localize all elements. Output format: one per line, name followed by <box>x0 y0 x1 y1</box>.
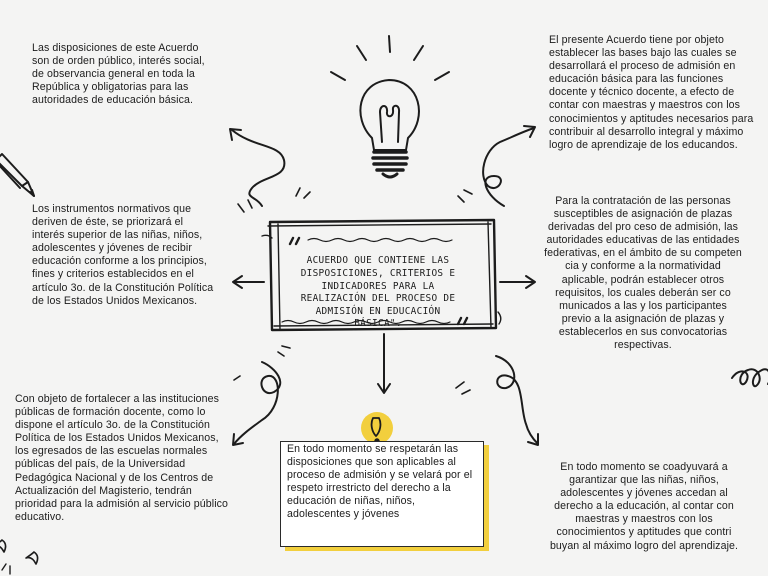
sparkle-doodle-icon <box>0 540 38 574</box>
node-middle-right: Para la contratación de las personas susceptibles de asignación de plazas derivadas del pro ceso de admisión, las autoridades educativas de las entidades federativas, en el ámbito de su competen cia y conforme a la normatividad aplicable, podrán establecer otros requisitos, los cuales deberán ser co municados a las y los participantes previo a la asignación de plazas y establecerlos en sus convocatorias respectivas. <box>544 195 742 352</box>
node-bottom-right: En todo momento se coadyuvará a garantizar que las niñas, niños, adolescentes y jóvenes accedan al derecho a la educación, al contar con maestras y maestros con los conocimientos y aptitudes que contri buyan al máximo logro del aprendizaje. <box>549 461 739 552</box>
node-top-left: Las disposiciones de este Acuerdo son de orden público, interés social, de observancia general en toda la República y obligatorias para las autoridades de educación básica. <box>32 42 205 107</box>
arrow-to-middle-right <box>500 276 535 288</box>
node-middle-left: Los instrumentos normativos que deriven de éste, se priorizará el interés superior de las niñas, niños, adolescentes y jóvenes de recibir educación conforme a los principios, fines y criterios establecidos en el artículo 3o. de la Constitución Política de los Estados Unidos Mexicanos. <box>32 203 214 307</box>
arrow-to-middle-left <box>233 276 264 288</box>
central-title: ACUERDO QUE CONTIENE LAS DISPOSICIONES, CRITERIOS E INDICADORES PARA LA REALIZACIÓN DEL PROCESO DE ADMISIÓN EN EDUCACIÓN BÁSICA". <box>300 255 456 330</box>
arrow-to-top-right <box>458 126 535 206</box>
node-top-right: El presente Acuerdo tiene por objeto establecer las bases bajo las cuales se desarrollará el proceso de admisión en educación básica para las funciones docente y técnico docente, a efecto de contar con maestras y maestros con los conocimientos y aptitudes necesarios para contribuir al desarrollo integral y máximo logro de aprendizaje de los educandos. <box>549 34 754 151</box>
exclamation-icon <box>361 412 393 444</box>
node-bottom-center: En todo momento se respetarán las disposiciones que son aplicables al proceso de admisión y se velará por el respeto irrestricto del derecho a la educación de niñas, niños, adolescentes y jóvenes <box>287 443 473 521</box>
pencil-icon <box>0 154 34 196</box>
arrow-to-bottom-right <box>456 356 538 445</box>
arrow-to-bottom-left <box>233 346 290 445</box>
lightbulb-icon <box>331 36 449 177</box>
arrow-to-top-left <box>230 129 310 212</box>
arrow-to-bottom-center <box>378 334 390 393</box>
node-bottom-left: Con objeto de fortalecer a las instituciones públicas de formación docente, como lo dispone el artículo 3o. de la Constitución Política de los Estados Unidos Mexicanos, los egresados de las escuelas normales públicas del país, de la Universidad Pedagógica Nacional y de los Centros de Actualización del Magisterio, tendrán prioridad para la admisión al servicio público educativo. <box>15 393 229 523</box>
swirl-doodle-icon <box>732 369 768 386</box>
